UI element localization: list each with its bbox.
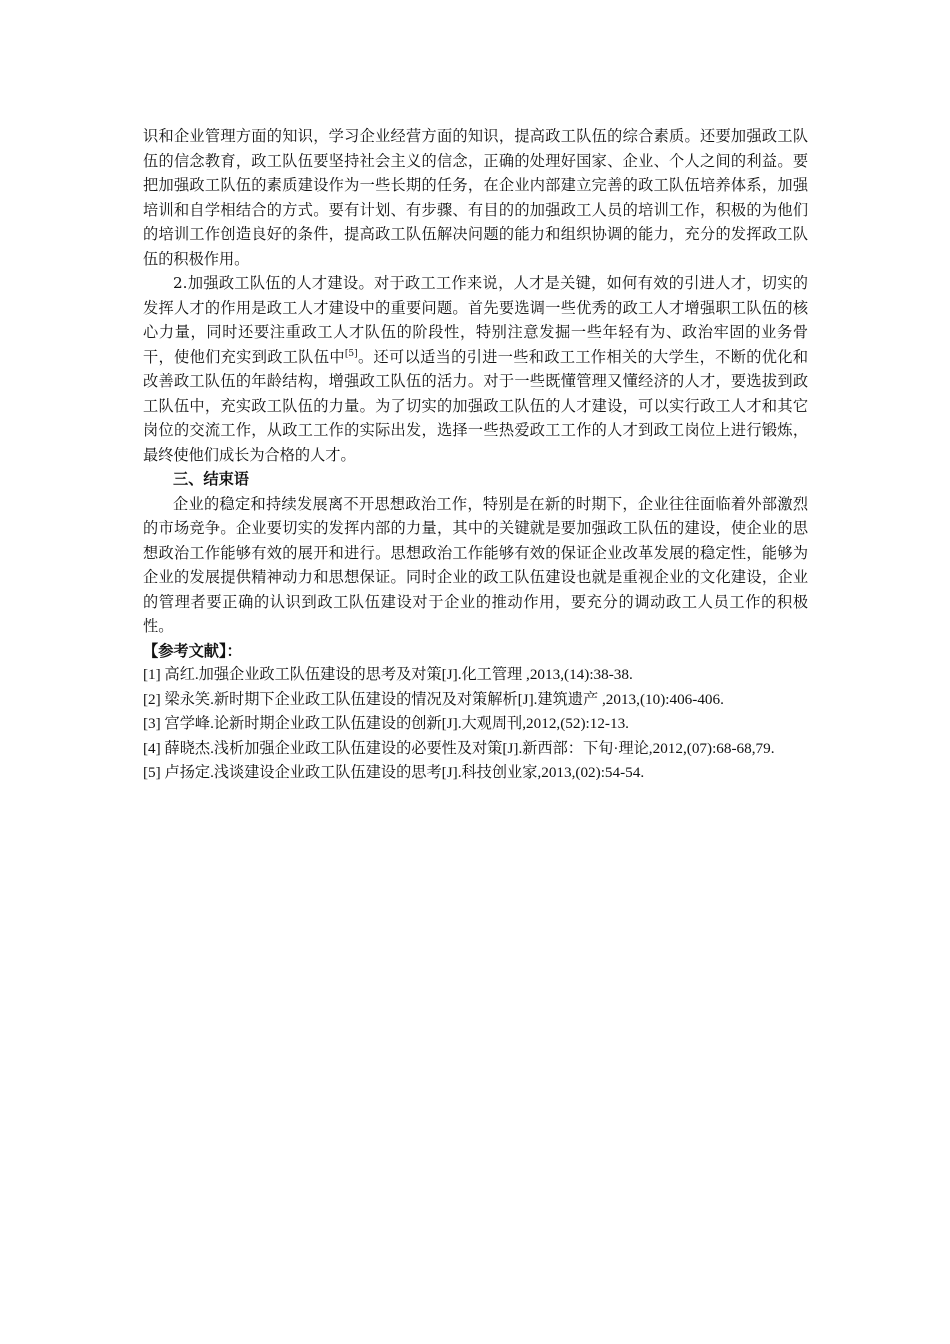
- reference-item: [4] 薛晓杰.浅析加强企业政工队伍建设的必要性及对策[J].新西部：下旬·理论,2012,(07):68-68,79.: [143, 739, 775, 757]
- document-page: [143, 124, 808, 786]
- reference-item: [5] 卢扬定.浅谈建设企业政工队伍建设的思考[J].科技创业家,2013,(02):54-54.: [143, 764, 645, 781]
- reference-item: [2] 梁永笑.新时期下企业政工队伍建设的情况及对策解析[J].建筑遗产 ,2013,(10):406-406.: [143, 690, 724, 708]
- body-paragraph-2: [143, 271, 808, 467]
- citation-marker: [5]: [344, 348, 358, 359]
- section-heading-conclusion: 三、结束语: [173, 470, 249, 488]
- references-list: [143, 663, 808, 786]
- reference-item: [3] 宫学峰.论新时期企业政工队伍建设的创新[J].大观周刊,2012,(52):12-13.: [143, 715, 629, 732]
- body-paragraph-3: 企业的稳定和持续发展离不开思想政治工作，特别是在新的时期下，企业往往面临着外部激烈的市场竞争。企业要切实的发挥内部的力量，其中的关键就是要加强政工队伍的建设，使企业的思想政治工作能够有效的展开和进行。思想政治工作能够有效的保证企业改革发展的稳定性，能够为企业的发展提供精神动力和思想保证。同时企业的政工队伍建设也就是重视企业的文化建设，企业的管理者要正确的认识到政工队伍建设对于企业的推动作用，要充分的调动政工人员工作的积极性。: [143, 494, 808, 635]
- references-title: 【参考文献】：: [143, 641, 242, 660]
- paragraph-2-text-a: 2.加强政工队伍的人才建设。对于政工工作来说，人才是关键，如何有效的引进人才，切实的发挥人才的作用是政工人才建设中的重要问题。首先要选调一些优秀的政工人才增强职工队伍的核心力量，同时还要注重政工人才队伍的阶段性，特别注意发掘一些年轻有为、政治牢固的业务骨干，使他们充实到政工队伍中: [143, 274, 808, 366]
- paragraph-2-text-b: 。还可以适当的引进一些和政工工作相关的大学生，不断的优化和改善政工队伍的年龄结构，增强政工队伍的活力。对于一些既懂管理又懂经济的人才，要选拔到政工队伍中，充实政工队伍的力量。为了切实的加强政工队伍的人才建设，可以实行政工人才和其它岗位的交流工作，从政工工作的实际出发，选择一些热爱政工工作的人才到政工岗位上进行锻炼，最终使他们成长为合格的人才。: [143, 347, 809, 464]
- body-paragraph-1: 识和企业管理方面的知识，学习企业经营方面的知识，提高政工队伍的综合素质。还要加强政工队伍的信念教育，政工队伍要坚持社会主义的信念，正确的处理好国家、企业、个人之间的利益。要把加强政工队伍的素质建设作为一些长期的任务，在企业内部建立完善的政工队伍培养体系，加强培训和自学相结合的方式。要有计划、有步骤、有目的的加强政工人员的培训工作，积极的为他们的培训工作创造良好的条件，提高政工队伍解决问题的能力和组织协调的能力，充分的发挥政工队伍的积极作用。: [143, 127, 808, 268]
- reference-item: [1] 高红.加强企业政工队伍建设的思考及对策[J].化工管理 ,2013,(14):38-38.: [143, 666, 633, 683]
